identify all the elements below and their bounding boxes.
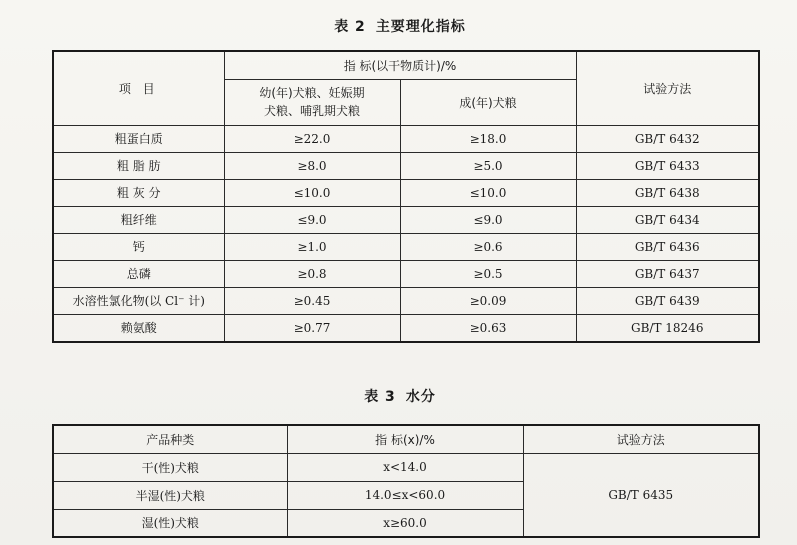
table2-cell-method: GB/T 6437 [576,260,759,287]
table2-cell-adult: ≤10.0 [400,179,576,206]
table3-cell-category: 湿(性)犬粮 [53,509,287,537]
table3-header-indicator: 指 标(x)/% [287,425,523,453]
table2-caption-title: 主要理化指标 [375,19,466,35]
table2-cell-method: GB/T 6434 [576,206,759,233]
table2-cell-item: 总磷 [53,260,224,287]
table2-cell-item: 粗 脂 肪 [53,152,224,179]
table-row [53,287,759,314]
table3-cell-indicator: x≥60.0 [287,509,523,537]
table-row [53,453,759,481]
table2-cell-item: 粗 灰 分 [53,179,224,206]
table2-cell-item: 水溶性氯化物(以 Cl⁻ 计) [53,287,224,314]
table2-cell-puppy: ≤9.0 [224,206,400,233]
table2-cell-puppy: ≥22.0 [224,125,400,152]
table3-header-method: 试验方法 [523,425,759,453]
table2-cell-method: GB/T 6436 [576,233,759,260]
table2-cell-adult: ≥0.6 [400,233,576,260]
table2-cell-puppy: ≥0.45 [224,287,400,314]
table3-cell-indicator: 14.0≤x<60.0 [287,481,523,509]
table2-cell-adult: ≥0.5 [400,260,576,287]
table-row [53,179,759,206]
table2-caption [300,16,500,36]
table3-caption [330,386,470,406]
table2-caption-number: 表 2 [334,19,366,35]
table2-cell-method: GB/T 6432 [576,125,759,152]
table2-cell-puppy: ≥0.77 [224,314,400,342]
table2-cell-method: GB/T 6433 [576,152,759,179]
table2-cell-puppy: ≥8.0 [224,152,400,179]
table2-cell-method: GB/T 6438 [576,179,759,206]
table3-caption-title: 水分 [405,389,436,405]
table2-header-indicator-group: 指 标(以干物质计)/% [224,51,576,79]
table2-cell-puppy: ≤10.0 [224,179,400,206]
table2-cell-puppy: ≥0.8 [224,260,400,287]
table2-header-puppy [224,79,400,125]
table-row [53,260,759,287]
table2-cell-item: 赖氨酸 [53,314,224,342]
table2-header-item: 项 目 [53,51,224,125]
table3-cell-indicator: x<14.0 [287,453,523,481]
table3-cell-method: GB/T 6435 [523,453,759,537]
table-row [53,125,759,152]
table-row [53,314,759,342]
table2-cell-item: 钙 [53,233,224,260]
table2-cell-adult: ≥0.63 [400,314,576,342]
table2-cell-method: GB/T 6439 [576,287,759,314]
table2-cell-adult: ≤9.0 [400,206,576,233]
table-row [53,206,759,233]
table2-cell-item: 粗纤维 [53,206,224,233]
table2-header-method: 试验方法 [576,51,759,125]
table2-cell-adult: ≥5.0 [400,152,576,179]
table3-caption-number: 表 3 [364,389,396,405]
table2-header-puppy-line1: 幼(年)犬粮、妊娠期 [259,86,365,100]
table2-header-adult: 成(年)犬粮 [400,79,576,125]
table2 [52,50,760,343]
table2-cell-method: GB/T 18246 [576,314,759,342]
table3-header-category: 产品种类 [53,425,287,453]
table3 [52,424,760,538]
table2-cell-item: 粗蛋白质 [53,125,224,152]
table3-cell-category: 干(性)犬粮 [53,453,287,481]
table3-cell-category: 半湿(性)犬粮 [53,481,287,509]
table-row [53,152,759,179]
table2-cell-adult: ≥0.09 [400,287,576,314]
table2-cell-adult: ≥18.0 [400,125,576,152]
table2-header-puppy-line2: 犬粮、哺乳期犬粮 [263,104,360,118]
table-row [53,233,759,260]
table2-cell-puppy: ≥1.0 [224,233,400,260]
